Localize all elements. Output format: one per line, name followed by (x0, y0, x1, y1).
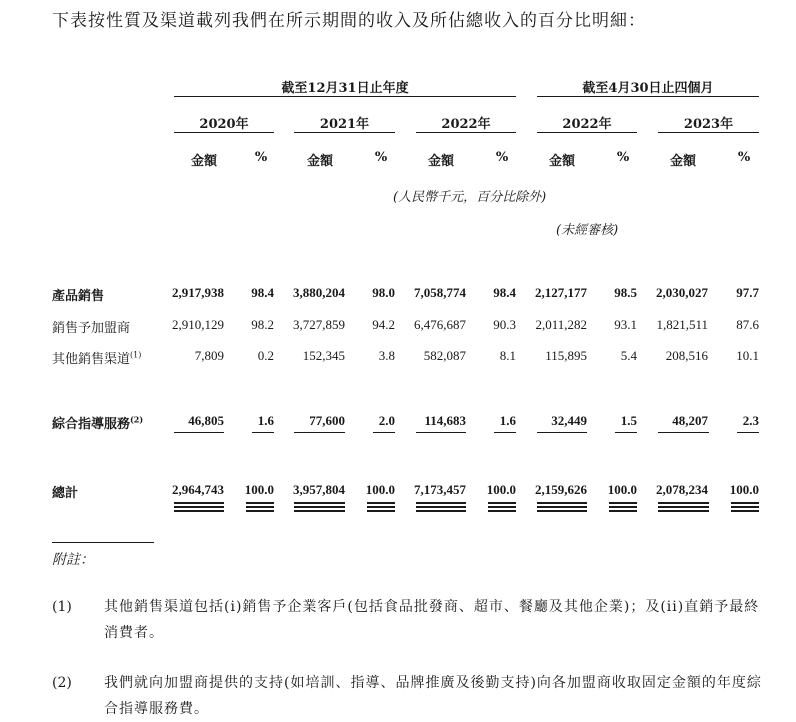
table-cell: 2,964,743 (172, 482, 224, 497)
row-label-franchisee-sales: 銷售予加盟商 (52, 321, 131, 336)
table-cell: 2.0 (378, 413, 395, 428)
table-cell: 98.4 (251, 285, 274, 300)
table-cell: 46,805 (188, 413, 224, 428)
footnote-title: 附註： (52, 552, 94, 568)
single-underline (252, 432, 274, 433)
table-cell: 98.0 (372, 285, 395, 300)
single-underline (494, 432, 516, 433)
single-underline (615, 432, 637, 433)
table-cell: 2,127,177 (535, 285, 587, 300)
table-cell: 2,011,282 (535, 317, 587, 332)
table-cell: 2,078,234 (656, 482, 708, 497)
table-cell: 582,087 (423, 348, 466, 363)
table-cell: 3,727,859 (293, 317, 345, 332)
table-cell: 77,600 (309, 413, 345, 428)
table-cell: 1,821,511 (656, 317, 708, 332)
row-label-other-channels: 其他銷售渠道$^{(1)}$ (52, 350, 142, 367)
pct-header: % (616, 150, 630, 165)
table-cell: 94.2 (372, 317, 395, 332)
group-rule-year (174, 96, 516, 97)
table-cell: 98.4 (493, 285, 516, 300)
amount-header: 金額 (669, 154, 696, 169)
footnote-ref: (2) (130, 414, 144, 425)
intro-text: 下表按性質及渠道載列我們在所示期間的收入及所佔總收入的百分比明細： (52, 11, 646, 31)
year-header-2022: 2022年 (441, 117, 491, 132)
table-cell: 1.6 (499, 413, 516, 428)
table-cell: 87.6 (736, 317, 759, 332)
table-cell: 7,809 (194, 348, 224, 363)
table-cell: 1.5 (620, 413, 637, 428)
footnote-ref: (1) (130, 350, 142, 360)
table-cell: 152,345 (302, 348, 345, 363)
pct-header: % (374, 150, 388, 165)
table-cell: 3.8 (378, 348, 395, 363)
table-cell: 98.2 (251, 317, 274, 332)
footnote-text: 我們就向加盟商提供的支持(如培訓、指導、品牌推廣及後勤支持)向各加盟商收取固定金額的年度綜合指導服務費。 (104, 675, 762, 717)
group-header-year: 截至12月31日止年度 (281, 81, 409, 96)
table-cell: 10.1 (736, 348, 759, 363)
table-cell: 2,159,626 (535, 482, 587, 497)
unaudited-note: (未經審核) (556, 223, 619, 238)
table-cell: 0.2 (257, 348, 274, 363)
table-cell: 208,516 (665, 348, 708, 363)
table-cell: 6,476,687 (414, 317, 466, 332)
single-underline (537, 432, 587, 433)
year-rule (537, 132, 637, 133)
pct-header: % (254, 150, 268, 165)
table-cell: 2,910,129 (172, 317, 224, 332)
amount-header: 金額 (190, 154, 217, 169)
table-cell: 114,683 (424, 413, 466, 428)
table-cell: 100.0 (729, 482, 759, 497)
table-cell: 48,207 (672, 413, 708, 428)
table-cell: 90.3 (493, 317, 516, 332)
table-cell: 93.1 (614, 317, 637, 332)
pct-header: % (495, 150, 509, 165)
single-underline (737, 432, 759, 433)
year-rule (658, 132, 759, 133)
footnote-number: (1) (52, 599, 72, 615)
single-underline (658, 432, 709, 433)
group-rule-four-months (537, 96, 759, 97)
year-header-2023: 2023年 (683, 117, 734, 132)
table-cell: 1.6 (257, 413, 274, 428)
row-label-total: 總計 (52, 486, 79, 501)
pct-header: % (737, 150, 751, 165)
amount-header: 金額 (427, 154, 454, 169)
table-cell: 98.5 (614, 285, 637, 300)
footnote-text: 其他銷售渠道包括(i)銷售予企業客戶(包括食品批發商、超市、餐廳及其他企業)；及(ii)直銷予最終消費者。 (104, 599, 760, 641)
table-cell: 7,058,774 (414, 285, 466, 300)
year-rule (416, 132, 516, 133)
group-header-four-months: 截至4月30日止四個月 (582, 81, 714, 96)
table-cell: 3,957,804 (293, 482, 345, 497)
year-rule (294, 132, 395, 133)
table-cell: 2,917,938 (172, 285, 224, 300)
table-cell: 115,895 (545, 348, 587, 363)
table-cell: 100.0 (244, 482, 274, 497)
table-cell: 2,030,027 (656, 285, 708, 300)
table-cell: 5.4 (620, 348, 637, 363)
year-header-2021: 2021年 (319, 117, 370, 132)
table-cell: 8.1 (499, 348, 516, 363)
footnote-rule (52, 542, 154, 543)
single-underline (416, 432, 466, 433)
row-label-product-sales: 產品銷售 (52, 289, 105, 304)
table-cell: 97.7 (736, 285, 759, 300)
table-cell: 100.0 (607, 482, 637, 497)
table-cell: 2.3 (742, 413, 759, 428)
single-underline (174, 432, 224, 433)
year-rule (174, 132, 274, 133)
currency-note: (人民幣千元，百分比除外) (393, 190, 547, 205)
table-cell: 7,173,457 (414, 482, 466, 497)
table-cell: 100.0 (365, 482, 395, 497)
table-cell: 32,449 (551, 413, 587, 428)
table-cell: 100.0 (486, 482, 516, 497)
single-underline (294, 432, 345, 433)
single-underline (373, 432, 395, 433)
year-header-2022-four: 2022年 (562, 117, 612, 132)
row-label-guidance-services: 綜合指導服務$^{(2)}$ (52, 414, 144, 432)
year-header-2020: 2020年 (199, 117, 249, 132)
amount-header: 金額 (306, 154, 333, 169)
footnote-number: (2) (52, 675, 72, 691)
amount-header: 金額 (548, 154, 575, 169)
table-cell: 3,880,204 (293, 285, 345, 300)
